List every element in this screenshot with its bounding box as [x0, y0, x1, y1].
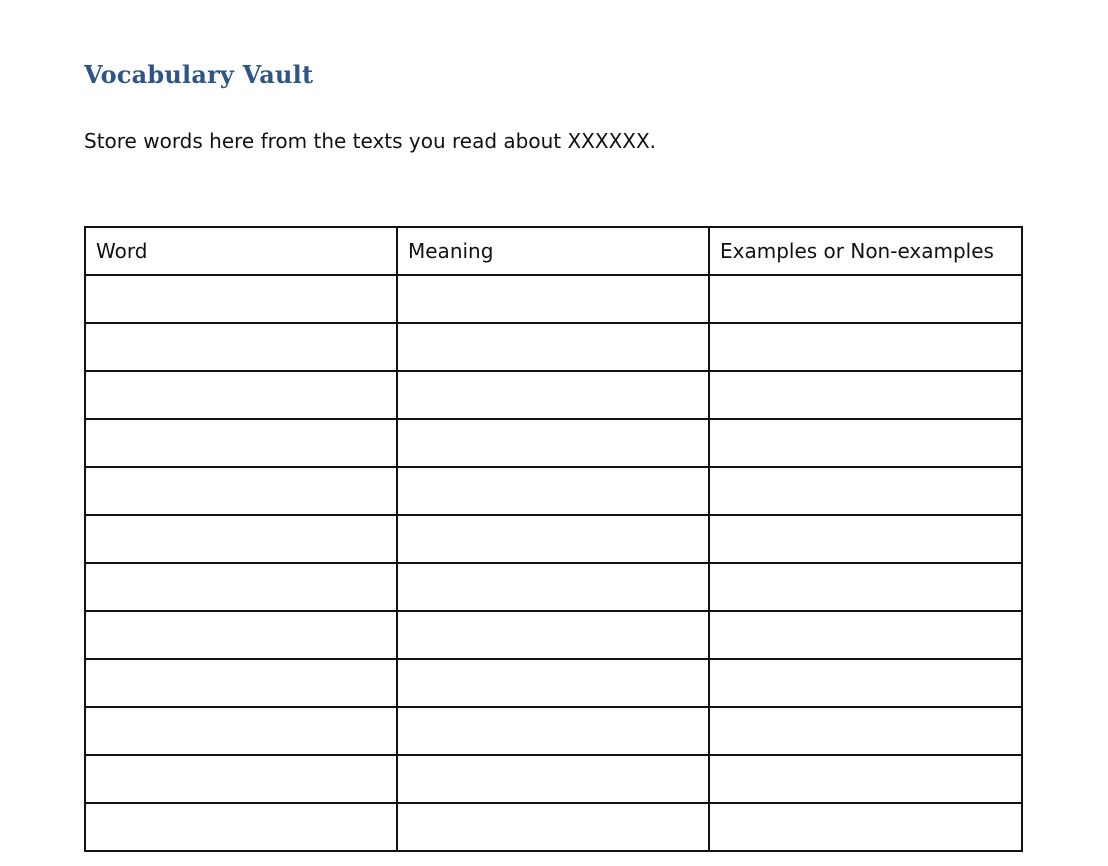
examples-cell[interactable] [709, 707, 1022, 755]
table-row [85, 611, 1022, 659]
meaning-cell[interactable] [397, 611, 709, 659]
vocabulary-table [84, 226, 1023, 852]
table-row [85, 419, 1022, 467]
page-title: Vocabulary Vault [84, 60, 314, 89]
word-cell[interactable] [85, 803, 397, 851]
word-cell[interactable] [85, 371, 397, 419]
examples-cell[interactable] [709, 419, 1022, 467]
meaning-cell[interactable] [397, 803, 709, 851]
table-row [85, 275, 1022, 323]
word-cell[interactable] [85, 419, 397, 467]
column-header-examples: Examples or Non-examples [709, 227, 1022, 275]
examples-cell[interactable] [709, 323, 1022, 371]
meaning-cell[interactable] [397, 371, 709, 419]
word-cell[interactable] [85, 323, 397, 371]
examples-cell[interactable] [709, 755, 1022, 803]
intro-text: Store words here from the texts you read about XXXXXX. [84, 129, 657, 153]
word-cell[interactable] [85, 707, 397, 755]
examples-cell[interactable] [709, 275, 1022, 323]
table-row [85, 563, 1022, 611]
word-cell[interactable] [85, 515, 397, 563]
table-row [85, 659, 1022, 707]
examples-cell[interactable] [709, 803, 1022, 851]
meaning-cell[interactable] [397, 323, 709, 371]
examples-cell[interactable] [709, 611, 1022, 659]
examples-cell[interactable] [709, 371, 1022, 419]
column-header-meaning: Meaning [397, 227, 709, 275]
word-cell[interactable] [85, 467, 397, 515]
header-row [85, 227, 1022, 275]
column-header-word: Word [85, 227, 397, 275]
table-row [85, 755, 1022, 803]
examples-cell[interactable] [709, 659, 1022, 707]
meaning-cell[interactable] [397, 419, 709, 467]
word-cell[interactable] [85, 659, 397, 707]
examples-cell[interactable] [709, 467, 1022, 515]
meaning-cell[interactable] [397, 659, 709, 707]
table-row [85, 323, 1022, 371]
table-row [85, 515, 1022, 563]
meaning-cell[interactable] [397, 275, 709, 323]
meaning-cell[interactable] [397, 755, 709, 803]
table-row [85, 467, 1022, 515]
examples-cell[interactable] [709, 515, 1022, 563]
word-cell[interactable] [85, 755, 397, 803]
examples-cell[interactable] [709, 563, 1022, 611]
meaning-cell[interactable] [397, 467, 709, 515]
meaning-cell[interactable] [397, 563, 709, 611]
meaning-cell[interactable] [397, 515, 709, 563]
table-row [85, 371, 1022, 419]
word-cell[interactable] [85, 563, 397, 611]
word-cell[interactable] [85, 275, 397, 323]
meaning-cell[interactable] [397, 707, 709, 755]
table-row [85, 707, 1022, 755]
table-body [85, 275, 1022, 851]
table-row [85, 803, 1022, 851]
word-cell[interactable] [85, 611, 397, 659]
